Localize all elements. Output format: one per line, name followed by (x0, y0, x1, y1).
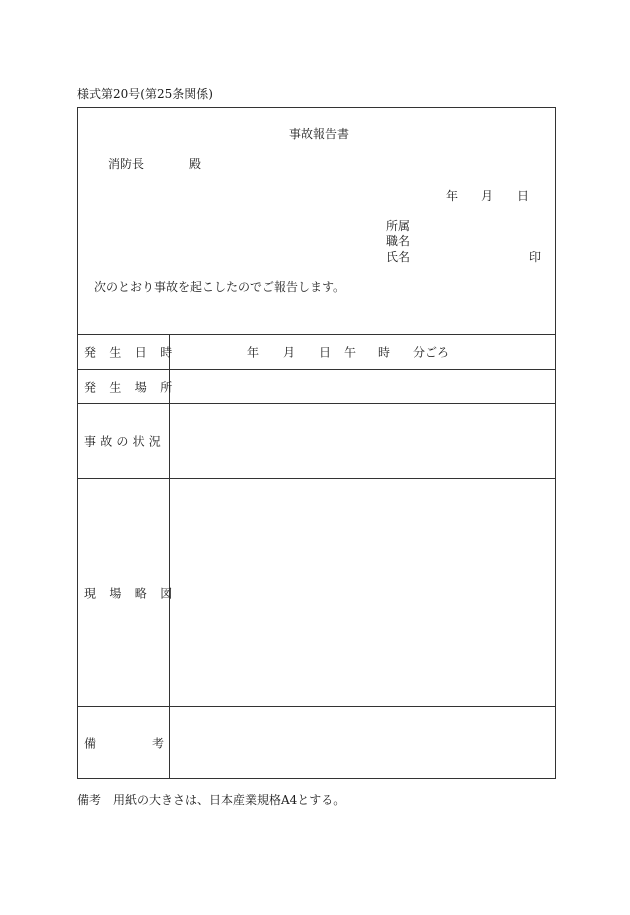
row-accident-status (78, 403, 555, 478)
label-cell (78, 335, 186, 369)
intro-text: 次のとおり事故を起こしたのでご報告します。 (94, 280, 346, 294)
remarks-label-first: 備 (84, 736, 97, 750)
affiliation-label: 所属 (386, 219, 411, 233)
accident-status-label: 事故の状況 (84, 434, 166, 449)
row-occurrence-place (78, 369, 555, 403)
honorific: 殿 (189, 157, 202, 171)
row-occurrence-datetime (78, 334, 555, 369)
remarks-label-second: 考 (152, 736, 165, 750)
report-form (77, 107, 556, 779)
occurrence-datetime-label: 発生日時 (84, 345, 186, 360)
dt-minute-label: 分ごろ (413, 345, 450, 360)
dt-month-label: 月 (283, 345, 296, 360)
row-site-sketch (78, 478, 555, 706)
site-sketch-label: 現場略図 (84, 586, 186, 600)
addressee: 消防長 (108, 157, 145, 171)
seal-mark: 印 (529, 250, 542, 264)
dt-ampm-label: 午 (344, 345, 357, 360)
footnote: 備考 用紙の大きさは、日本産業規格A4とする。 (77, 793, 346, 807)
position-label: 職名 (386, 234, 411, 248)
form-number: 様式第20号(第25条関係) (77, 87, 213, 101)
form-header (78, 108, 555, 334)
dt-hour-label: 時 (378, 345, 391, 360)
row-remarks (78, 706, 555, 778)
dt-year-label: 年 (247, 345, 260, 360)
date-month-label: 月 (481, 189, 494, 203)
label-cell (78, 404, 170, 478)
label-cell (78, 707, 170, 778)
name-label: 氏名 (386, 250, 411, 264)
label-cell (78, 370, 186, 403)
label-cell (78, 479, 186, 706)
date-day-label: 日 (517, 189, 530, 203)
date-year-label: 年 (446, 189, 459, 203)
form-title: 事故報告書 (289, 127, 350, 141)
dt-day-label: 日 (319, 345, 332, 360)
occurrence-place-label: 発生場所 (84, 380, 186, 394)
